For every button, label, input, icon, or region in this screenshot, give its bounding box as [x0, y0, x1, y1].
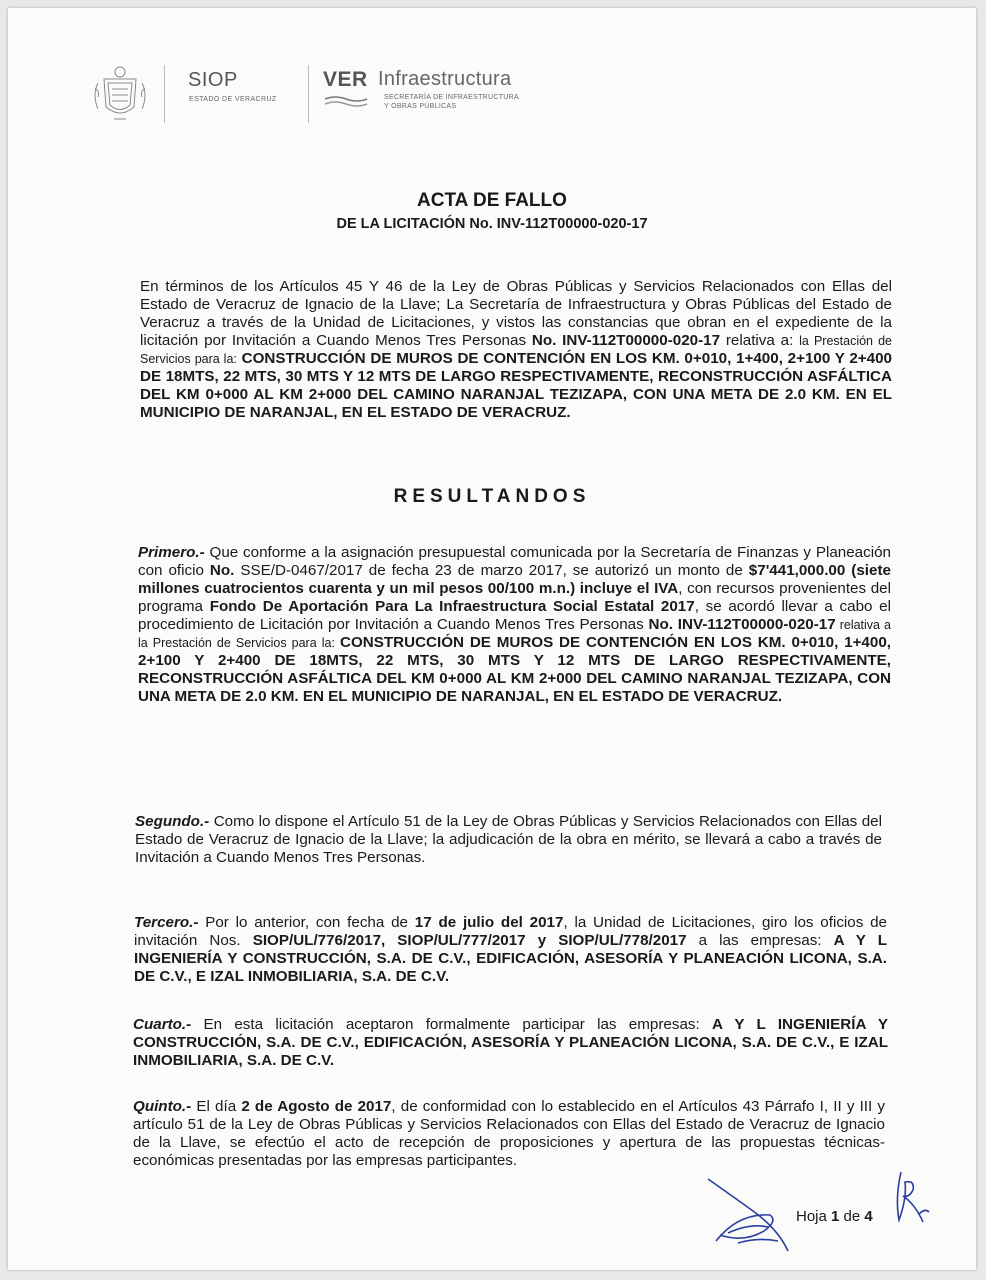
footer-total-pages: 4	[864, 1208, 873, 1225]
footer-page-number: 1	[831, 1208, 840, 1225]
intro-paragraph: En términos de los Artículos 45 Y 46 de la Ley de Obras Públicas y Servicios Relacionados con Ellas del Estado de Veracruz de Ignacio de la Llave; La Secretaría de Infraestructura y Obras Públicas del Estado de Veracruz a través de la Unidad de Licitaciones, y vistos las constancias que obran en el expediente de la licitación por Invitación a Cuando Menos Tres Personas No. INV-112T00000-020-17 relativa a: la Prestación de Servicios para la: CONSTRUCCIÓN DE MUROS DE CONTENCIÓN EN LOS KM. 0+010, 1+400, 2+100 Y 2+400 DE 18MTS, 22 MTS, 30 MTS Y 12 MTS DE LARGO RESPECTIVAMENTE, RECONSTRUCCIÓN ASFÁLTICA DEL KM 0+000 AL KM 2+000 DEL CAMINO NARANJAL TEZIZAPA, CON UNA META DE 2.0 KM. EN EL MUNICIPIO DE NARANJAL, EN EL ESTADO DE VERACRUZ.	[140, 278, 892, 421]
footer-de: de	[843, 1208, 861, 1225]
infra-subtitle-line2: Y OBRAS PÚBLICAS	[384, 103, 457, 110]
document-subtitle: DE LA LICITACIÓN No. INV-112T00000-020-17	[336, 216, 648, 232]
resultandos-heading: RESULTANDOS	[393, 486, 591, 507]
page-footer	[796, 1208, 873, 1225]
siop-subtitle: ESTADO DE VERACRUZ	[189, 96, 277, 103]
infra-subtitle	[384, 93, 519, 111]
quinto-paragraph: Quinto.- El día 2 de Agosto de 2017, de conformidad con lo establecido en el Artículos 43 Párrafo I, II y III y artículo 51 de la Ley de Obras Públicas y Servicios Relacionados con Ellas del Estado de Veracruz de Ignacio de la Llave, se efectúo el acto de recepción de proposiciones y apertura de las propuestas técnicas-económicas presentadas por las empresas participantes.	[133, 1098, 885, 1169]
infraestructura-wordmark: Infraestructura	[378, 68, 512, 90]
siop-title: SIOP	[188, 69, 238, 91]
initials-icon	[893, 1168, 933, 1228]
ver-wordmark: VER	[323, 68, 368, 91]
document-title: ACTA DE FALLO	[417, 190, 567, 211]
infra-subtitle-line1: SECRETARÍA DE INFRAESTRUCTURA	[384, 94, 519, 101]
ver-wave-icon	[324, 95, 368, 109]
segundo-paragraph: Segundo.- Como lo dispone el Artículo 51 de la Ley de Obras Públicas y Servicios Relacionados con Ellas del Estado de Veracruz de Ignacio de la Llave; la adjudicación de la obra en mérito, se llevará a cabo a través de Invitación a Cuando Menos Tres Personas.	[135, 813, 882, 866]
divider	[164, 65, 165, 123]
tercero-paragraph: Tercero.- Por lo anterior, con fecha de 17 de julio del 2017, la Unidad de Licitaciones, giro los oficios de invitación Nos. SIOP/UL/776/2017, SIOP/UL/777/2017 y SIOP/UL/778/2017 a las empresas: A Y L INGENIERÍA Y CONSTRUCCIÓN, S.A. DE C.V., EDIFICACIÓN, ASESORÍA Y PLANEACIÓN LICONA, S.A. DE C.V., E IZAL INMOBILIARIA, S.A. DE C.V.	[134, 914, 888, 985]
primero-paragraph: Primero.- Que conforme a la asignación presupuestal comunicada por la Secretaría de Finanzas y Planeación con oficio No. SSE/D-0467/2017 de fecha 23 de marzo 2017, se autorizó un monto de $7'441,000.00 (siete millones cuatrocientos cuarenta y un mil pesos 00/100 m.n.) incluye el IVA, con recursos provenientes del programa Fondo De Aportación Para La Infraestructura Social Estatal 2017, se acordó llevar a cabo el procedimiento de Licitación por Invitación a Cuando Menos Tres Personas No. INV-112T00000-020-17 relativa a la Prestación de Servicios para la: CONSTRUCCIÓN DE MUROS DE CONTENCIÓN EN LOS KM. 0+010, 1+400, 2+100 Y 2+400 DE 18MTS, 22 MTS, 30 MTS Y 12 MTS DE LARGO RESPECTIVAMENTE, RECONSTRUCCIÓN ASFÁLTICA DEL KM 0+000 AL KM 2+000 DEL CAMINO NARANJAL TEZIZAPA, CON UNA META DE 2.0 KM. EN EL MUNICIPIO DE NARANJAL, EN EL ESTADO DE VERACRUZ.	[138, 544, 891, 705]
letterhead	[88, 63, 568, 138]
footer-hoja: Hoja	[796, 1208, 827, 1225]
signature-icon	[698, 1173, 798, 1253]
state-seal-icon	[90, 63, 150, 125]
document-page	[8, 8, 976, 1270]
divider	[308, 65, 309, 123]
cuarto-paragraph: Cuarto.- En esta licitación aceptaron formalmente participar las empresas: A Y L INGENIERÍA Y CONSTRUCCIÓN, S.A. DE C.V., EDIFICACIÓN, ASESORÍA Y PLANEACIÓN LICONA, S.A. DE C.V., E IZAL INMOBILIARIA, S.A. DE C.V.	[133, 1016, 888, 1069]
